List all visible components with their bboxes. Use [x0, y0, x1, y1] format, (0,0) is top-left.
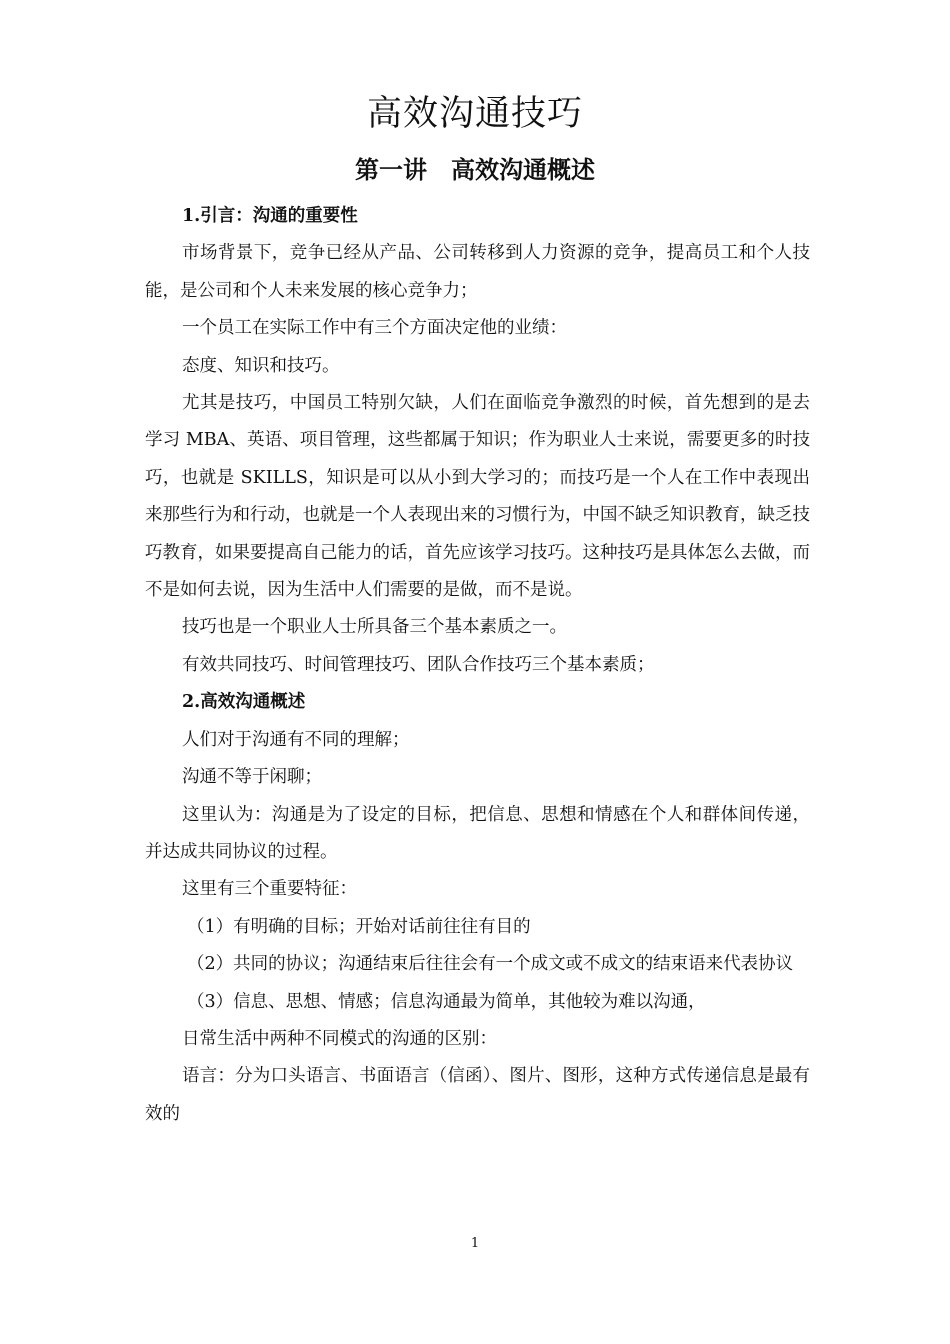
- paragraph: 市场背景下，竞争已经从产品、公司转移到人力资源的竞争，提高员工和个人技能，是公司和个人未来发展的核心竞争力；: [145, 243, 810, 301]
- document-body: [145, 198, 810, 1133]
- paragraph: 技巧也是一个职业人士所具备三个基本素质之一。: [182, 617, 567, 638]
- list-item: （1）有明确的目标；开始对话前往往有目的: [187, 916, 531, 937]
- paragraph: 这里有三个重要特征：: [182, 879, 357, 900]
- paragraph: 日常生活中两种不同模式的沟通的区别：: [182, 1028, 497, 1049]
- section-heading-introduction: 1.引言：沟通的重要性: [182, 206, 358, 226]
- paragraph: 人们对于沟通有不同的理解；: [182, 729, 410, 750]
- lecture-subtitle: 第一讲 高效沟通概述: [355, 155, 595, 184]
- document-title: 高效沟通技巧: [366, 94, 583, 134]
- paragraph: 尤其是技巧，中国员工特别欠缺，人们在面临竞争激烈的时候，首先想到的是去学习 MBA、英语、项目管理，这些都属于知识；作为职业人士来说，需要更多的时技巧，也就是 SKILLS，知识是可以从小到大学习的；而技巧是一个人在工作中表现出来那些行为和行动，也就是一个人表现出来的习惯行为，中国不缺乏知识教育，缺乏技巧教育，如果要提高自己能力的话，首先应该学习技巧。这种技巧是具体怎么去做，而不是如何去说，因为生活中人们需要的是做，而不是说。: [145, 393, 810, 601]
- list-item: （2）共同的协议；沟通结束后往往会有一个成文或不成文的结束语来代表协议: [187, 954, 794, 975]
- page-number: 1: [470, 1236, 480, 1251]
- paragraph: 这里认为：沟通是为了设定的目标，把信息、思想和情感在个人和群体间传递，并达成共同协议的过程。: [145, 804, 810, 862]
- list-item: （3）信息、思想、情感；信息沟通最为简单，其他较为难以沟通，: [187, 991, 706, 1012]
- section-heading-overview: 2.高效沟通概述: [182, 692, 306, 713]
- paragraph: 一个员工在实际工作中有三个方面决定他的业绩：: [182, 318, 567, 339]
- paragraph: 语言：分为口头语言、书面语言（信函）、图片、图形，这种方式传递信息是最有效的: [145, 1066, 810, 1124]
- paragraph: 态度、知识和技巧。: [182, 355, 340, 376]
- paragraph: 有效共同技巧、时间管理技巧、团队合作技巧三个基本素质；: [182, 654, 655, 675]
- paragraph: 沟通不等于闲聊；: [182, 767, 322, 788]
